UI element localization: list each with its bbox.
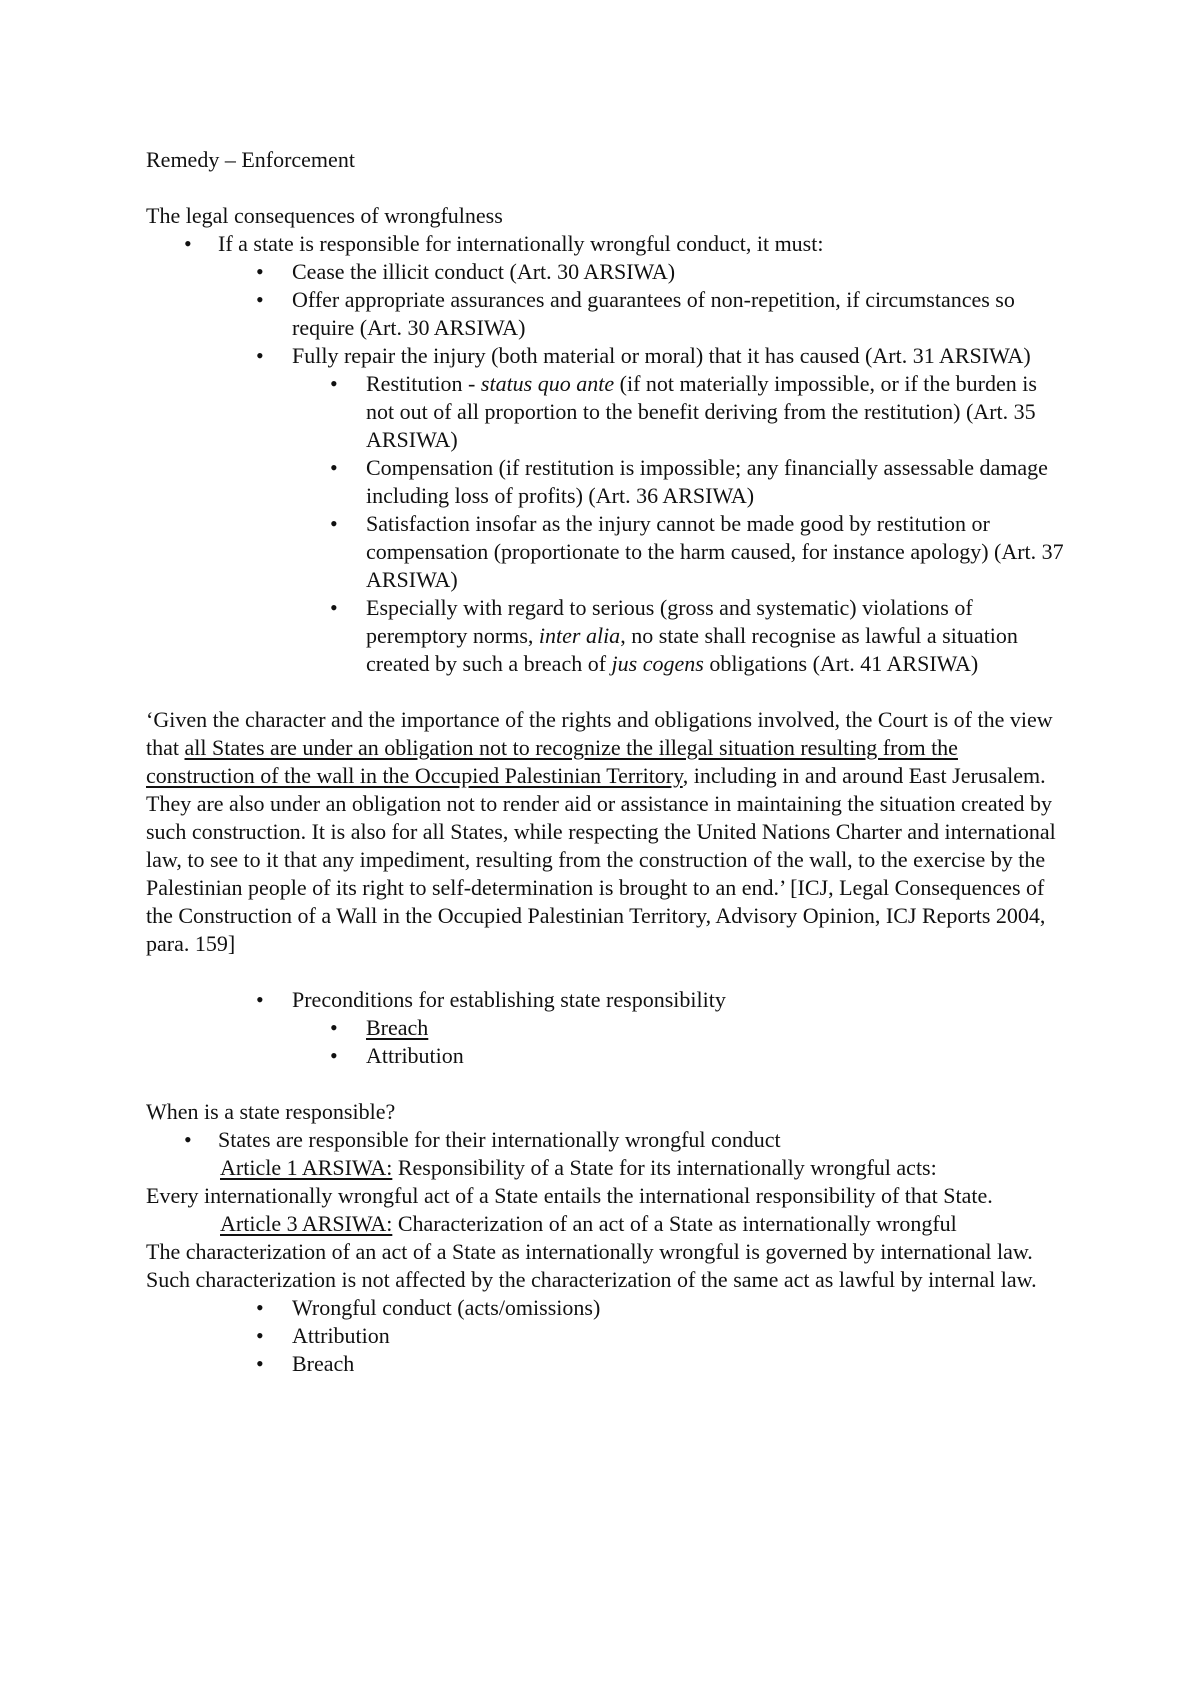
bullet-icon: • (256, 987, 264, 1012)
preconditions-list (146, 986, 1066, 1070)
elements-list (146, 1294, 1066, 1378)
consequences-list (146, 230, 1066, 678)
bullet-icon: • (256, 1323, 264, 1348)
bullet-icon: • (256, 259, 264, 284)
list-item-restitution: • Restitution - status quo ante (if not materially impossible, or if the burden is not out of all proportion to the benefit deriving from the restitution) (Art. 35 ARSIWA) (330, 371, 1037, 452)
bullet-icon: • (256, 287, 264, 312)
page-title: Remedy – Enforcement (146, 147, 355, 172)
list-item: • Wrongful conduct (acts/omissions) (256, 1295, 601, 1320)
bullet-icon: • (330, 371, 338, 396)
list-item: • Cease the illicit conduct (Art. 30 ARSIWA) (256, 259, 676, 284)
bullet-icon: • (256, 1351, 264, 1376)
list-item: • Preconditions for establishing state responsibility (256, 987, 726, 1012)
article-1-heading: Article 1 ARSIWA: Responsibility of a State for its internationally wrongful acts: (220, 1155, 937, 1180)
bullet-icon: • (330, 511, 338, 536)
bullet-icon: • (184, 231, 192, 256)
icj-quote: ‘Given the character and the importance of the rights and obligations involved, the Court is of the view that all States are under an obligation not to recognize the illegal situation resulting from the construction of the wall in the Occupied Palestinian Territory, including in and around East Jerusalem. They are also under an obligation not to render aid or assistance in maintaining the situation created by such construction. It is also for all States, while respecting the United Nations Charter and international law, to see to it that any impediment, resulting from the construction of the wall, to the exercise by the Palestinian people of its right to self-determination is brought to an end.’ [ICJ, Legal Consequences of the Construction of a Wall in the Occupied Palestinian Territory, Advisory Opinion, ICJ Reports 2004, para. 159] (146, 707, 1056, 956)
section-heading-responsible: When is a state responsible? (146, 1099, 396, 1124)
bullet-icon: • (330, 595, 338, 620)
bullet-icon: • (330, 1015, 338, 1040)
list-item: • If a state is responsible for internationally wrongful conduct, it must: (184, 231, 824, 256)
bullet-icon: • (330, 1043, 338, 1068)
article-1-text: Every internationally wrongful act of a State entails the international responsibility of that State. (146, 1183, 993, 1208)
bullet-icon: • (330, 455, 338, 480)
list-item-breach: • Breach (330, 1015, 429, 1040)
article-3-text: The characterization of an act of a State as internationally wrongful is governed by international law. Such characterization is not affected by the characterization of the same act as lawful by internal law. (146, 1239, 1037, 1292)
bullet-icon: • (256, 1295, 264, 1320)
responsible-list (146, 1126, 1066, 1154)
bullet-icon: • (184, 1127, 192, 1152)
article-3-heading: Article 3 ARSIWA: Characterization of an act of a State as internationally wrongful (220, 1211, 957, 1236)
bullet-icon: • (256, 343, 264, 368)
list-item-attribution: • Attribution (330, 1043, 464, 1068)
list-item: • States are responsible for their internationally wrongful conduct (184, 1127, 781, 1152)
quote-underlined: all States are under an obligation not to recognize the illegal situation resulting from the construction of the wall in the Occupied Palestinian Territory (146, 735, 958, 788)
list-item: • Breach (256, 1351, 355, 1376)
section-heading-consequences: The legal consequences of wrongfulness (146, 203, 503, 228)
list-item-jus-cogens: • Especially with regard to serious (gross and systematic) violations of peremptory norms, inter alia, no state shall recognise as lawful a situation created by such a breach of jus cogens obligations (Art. 41 ARSIWA) (330, 595, 1018, 676)
list-item: • Offer appropriate assurances and guarantees of non-repetition, if circumstances so require (Art. 30 ARSIWA) (256, 287, 1015, 340)
list-item: • Fully repair the injury (both material or moral) that it has caused (Art. 31 ARSIWA) (256, 343, 1031, 368)
document-body (146, 146, 1066, 1378)
list-item-compensation: • Compensation (if restitution is impossible; any financially assessable damage including loss of profits) (Art. 36 ARSIWA) (330, 455, 1048, 508)
list-item: • Attribution (256, 1323, 390, 1348)
list-item-satisfaction: • Satisfaction insofar as the injury cannot be made good by restitution or compensation (proportionate to the harm caused, for instance apology) (Art. 37 ARSIWA) (330, 511, 1064, 592)
